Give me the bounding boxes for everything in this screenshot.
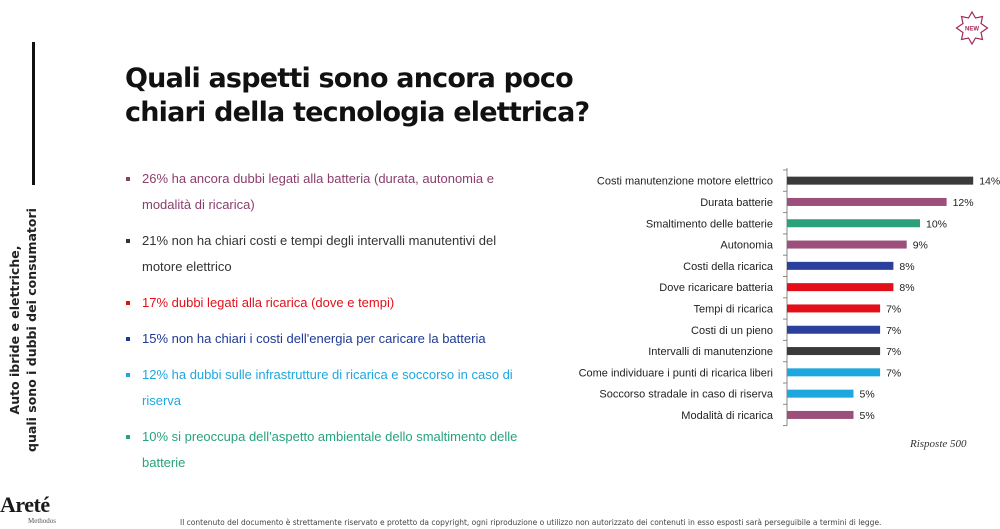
company-logo — [0, 493, 70, 529]
chart-value-label: 7% — [886, 303, 902, 316]
bullet-item — [122, 362, 527, 414]
chart-value-label: 12% — [952, 196, 974, 209]
chart-category-label: Smaltimento delle batterie — [645, 218, 773, 231]
bullet-square-icon — [126, 301, 130, 305]
chart-value-label: 7% — [886, 324, 902, 337]
bullet-square-icon — [126, 435, 130, 439]
chart-bar — [787, 177, 973, 185]
bullet-square-icon — [126, 337, 130, 341]
chart-category-label: Modalità di ricarica — [681, 409, 773, 422]
chart-category-label: Autonomia — [720, 239, 773, 252]
bullet-text: 21% non ha chiari costi e tempi degli intervalli manutentivi del motore elettrico — [142, 233, 497, 274]
chart-category-label: Costi della ricarica — [683, 260, 773, 273]
chart-bar — [787, 304, 880, 312]
chart-bar — [787, 347, 880, 355]
copyright-footer: Il contenuto del documento è strettamente riservato e protetto da copyright, ogni riproduzione o utilizzo non autorizzato dei contenuti in esso esposti sarà perseguibile a termini di legge. — [180, 518, 882, 527]
bullet-square-icon — [126, 239, 130, 243]
bullet-item — [122, 424, 527, 476]
chart-bar — [787, 368, 880, 376]
chart-category-label: Intervalli di manutenzione — [648, 346, 773, 359]
chart-value-label: 5% — [859, 388, 875, 401]
chart-bar — [787, 198, 947, 206]
chart-category-label: Come individuare i punti di ricarica liberi — [578, 367, 773, 380]
page-title: Quali aspetti sono ancora poco chiari della tecnologia elettrica? — [125, 63, 590, 128]
chart-value-label: 5% — [859, 409, 875, 422]
bullet-item — [122, 166, 527, 218]
bullet-text: 12% ha dubbi sulle infrastrutture di ricarica e soccorso in caso di riserva — [142, 367, 513, 408]
chart-bar — [787, 262, 893, 270]
bullet-text: 26% ha ancora dubbi legati alla batteria (durata, autonomia e modalità di ricarica) — [142, 171, 494, 212]
bar-chart — [540, 162, 1000, 432]
chart-value-label: 8% — [899, 260, 915, 273]
sidebar-caption-line2: quali sono i dubbi dei consumatori — [24, 208, 39, 452]
new-badge-label: NEW — [965, 26, 979, 33]
chart-bar — [787, 390, 854, 398]
chart-value-label: 10% — [926, 218, 948, 231]
bullet-text: 15% non ha chiari i costi dell'energia per caricare la batteria — [142, 331, 486, 346]
bullet-item — [122, 326, 527, 352]
chart-bar — [787, 326, 880, 334]
chart-category-label: Costi manutenzione motore elettrico — [596, 175, 773, 188]
chart-value-label: 7% — [886, 367, 902, 380]
new-badge — [954, 10, 990, 46]
bar-chart-svg — [540, 162, 1000, 432]
bullet-item — [122, 228, 527, 280]
bullet-square-icon — [126, 373, 130, 377]
chart-value-label: 9% — [912, 239, 928, 252]
bullet-list — [122, 166, 527, 486]
accent-vertical-line — [32, 42, 35, 185]
chart-bar — [787, 411, 854, 419]
sidebar-caption — [6, 200, 50, 460]
chart-category-label: Costi di un pieno — [691, 324, 773, 337]
responses-note: Risposte 500 — [910, 438, 967, 450]
chart-bar — [787, 283, 893, 291]
chart-value-label: 8% — [899, 282, 915, 295]
logo-word: Areté — [0, 492, 50, 517]
bullet-text: 17% dubbi legati alla ricarica (dove e tempi) — [142, 295, 395, 310]
bullet-item — [122, 290, 527, 316]
logo-sub: Methodos — [28, 517, 56, 525]
chart-value-label: 14% — [979, 175, 1000, 188]
bullet-text: 10% si preoccupa dell'aspetto ambientale dello smaltimento delle batterie — [142, 429, 518, 470]
chart-category-label: Tempi di ricarica — [693, 303, 773, 316]
chart-category-label: Soccorso stradale in caso di riserva — [599, 388, 773, 401]
chart-value-label: 7% — [886, 346, 902, 359]
chart-category-label: Dove ricaricare batteria — [659, 282, 773, 295]
new-star-icon — [954, 10, 990, 46]
chart-bar — [787, 241, 907, 249]
sidebar-caption-line1: Auto ibride e elettriche, — [7, 245, 22, 415]
bullet-square-icon — [126, 177, 130, 181]
chart-category-label: Durata batterie — [700, 196, 773, 209]
chart-bar — [787, 219, 920, 227]
